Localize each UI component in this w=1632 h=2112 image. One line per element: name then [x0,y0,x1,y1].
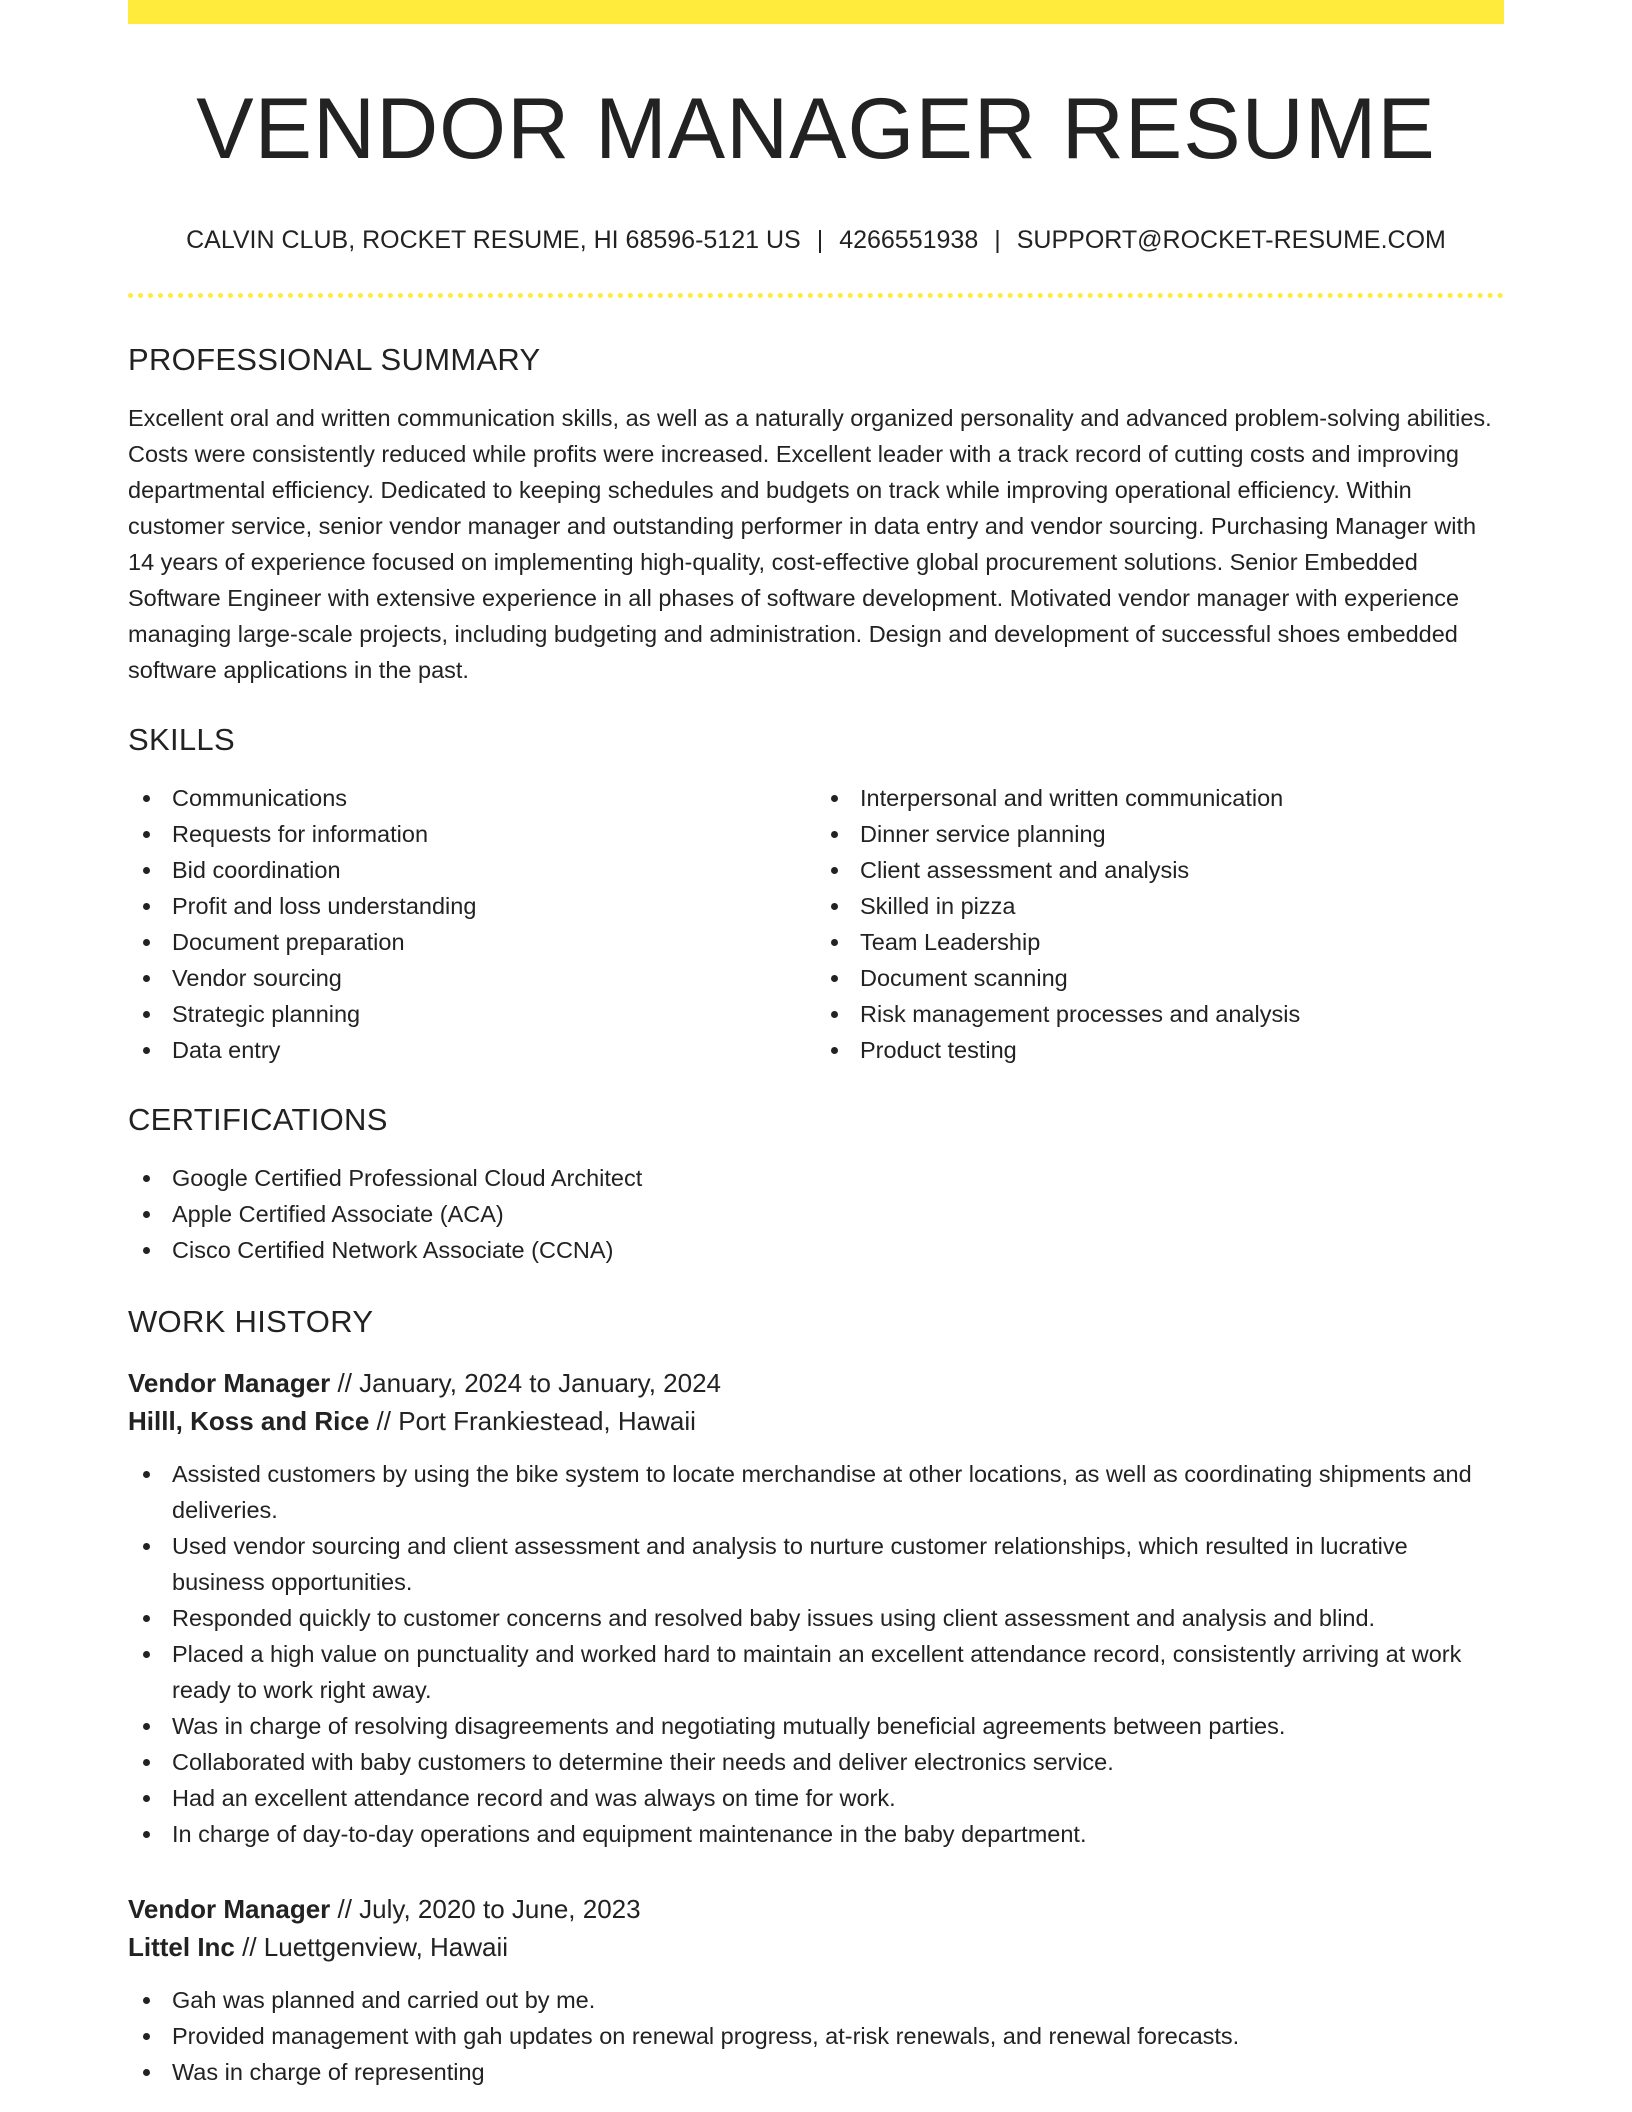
job-dates: // July, 2020 to June, 2023 [330,1893,641,1924]
job-duties-list [128,1982,1504,2090]
job-location: // Port Frankiestead, Hawaii [369,1405,696,1436]
job-duties-list [128,1456,1504,1852]
job-title-line [128,1890,1504,1928]
duty-item: Placed a high value on punctuality and worked hard to maintain an excellent attendance record, consistently arriving at work ready to work right away. [128,1636,1504,1708]
skill-item: Dinner service planning [816,816,1504,852]
duty-item: Had an excellent attendance record and was always on time for work. [128,1780,1504,1816]
job-dates: // January, 2024 to January, 2024 [330,1367,722,1398]
work-history-heading: WORK HISTORY [128,1303,374,1339]
skills-list-right [816,780,1504,1068]
skills-heading: SKILLS [128,721,235,757]
job-company-line [128,1402,1504,1440]
skills-list-left [128,780,816,1068]
duty-item: In charge of day-to-day operations and equipment maintenance in the baby department. [128,1816,1504,1852]
skill-item: Data entry [128,1032,816,1068]
duty-item: Was in charge of resolving disagreements and negotiating mutually beneficial agreements between parties. [128,1708,1504,1744]
resume-page [128,0,1504,2112]
contact-separator: | [994,225,1001,254]
certification-item: Cisco Certified Network Associate (CCNA) [128,1232,1504,1268]
duty-item: Collaborated with baby customers to determine their needs and deliver electronics service. [128,1744,1504,1780]
summary-text: Excellent oral and written communication skills, as well as a naturally organized personality and advanced problem-solving abilities. Costs were consistently reduced while profits were increased. Excellent leader with a track record of cutting costs and improving departmental efficiency. Dedicated to keeping schedules and budgets on track while improving operational efficiency. Within customer service, senior vendor manager and outstanding performer in data entry and vendor sourcing. Purchasing Manager with 14 years of experience focused on implementing high-quality, cost-effective global procurement solutions. Senior Embedded Software Engineer with extensive experience in all phases of software development. Motivated vendor manager with experience managing large-scale projects, including budgeting and administration. Design and development of successful shoes embedded software applications in the past. [128,404,1492,683]
job-entry [128,1364,1504,1852]
skill-item: Vendor sourcing [128,960,816,996]
skill-item: Skilled in pizza [816,888,1504,924]
dotted-divider [128,293,1504,298]
job-title: Vendor Manager [128,1893,331,1924]
skill-item: Interpersonal and written communication [816,780,1504,816]
skill-item: Document scanning [816,960,1504,996]
contact-line [128,225,1504,255]
duty-item: Gah was planned and carried out by me. [128,1982,1504,2018]
skill-item: Product testing [816,1032,1504,1068]
duty-item: Assisted customers by using the bike system to locate merchandise at other locations, as well as coordinating shipments and deliveries. [128,1456,1504,1528]
resume-title: VENDOR MANAGER RESUME [196,81,1436,177]
job-location: // Luettgenview, Hawaii [234,1931,509,1962]
duty-item: Provided management with gah updates on renewal progress, at-risk renewals, and renewal forecasts. [128,2018,1504,2054]
duty-item: Responded quickly to customer concerns and resolved baby issues using client assessment and analysis and blind. [128,1600,1504,1636]
certification-item: Google Certified Professional Cloud Architect [128,1160,1504,1196]
contact-separator: | [816,225,824,254]
job-entry [128,1890,1504,2090]
skills-columns [128,780,1504,1068]
contact-email[interactable]: SUPPORT@ROCKET-RESUME.COM [1016,225,1446,254]
contact-address: CALVIN CLUB, ROCKET RESUME, HI 68596-5121 US [186,225,801,254]
job-title: Vendor Manager [128,1367,331,1398]
skill-item: Strategic planning [128,996,816,1032]
certifications-list [128,1160,1504,1268]
accent-bar [128,0,1504,24]
job-company: Littel Inc [128,1931,235,1962]
job-company: Hilll, Koss and Rice [128,1405,370,1436]
skill-item: Document preparation [128,924,816,960]
job-title-line [128,1364,1504,1402]
duty-item: Used vendor sourcing and client assessment and analysis to nurture customer relationships, which resulted in lucrative business opportunities. [128,1528,1504,1600]
skill-item: Bid coordination [128,852,816,888]
duty-item: Was in charge of representing [128,2054,1504,2090]
skill-item: Communications [128,780,816,816]
skill-item: Profit and loss understanding [128,888,816,924]
skill-item: Client assessment and analysis [816,852,1504,888]
job-company-line [128,1928,1504,1966]
skill-item: Team Leadership [816,924,1504,960]
certifications-heading: CERTIFICATIONS [128,1101,388,1137]
contact-phone: 4266551938 [839,225,979,254]
certification-item: Apple Certified Associate (ACA) [128,1196,1504,1232]
summary-heading: PROFESSIONAL SUMMARY [128,341,541,377]
skill-item: Risk management processes and analysis [816,996,1504,1032]
skill-item: Requests for information [128,816,816,852]
